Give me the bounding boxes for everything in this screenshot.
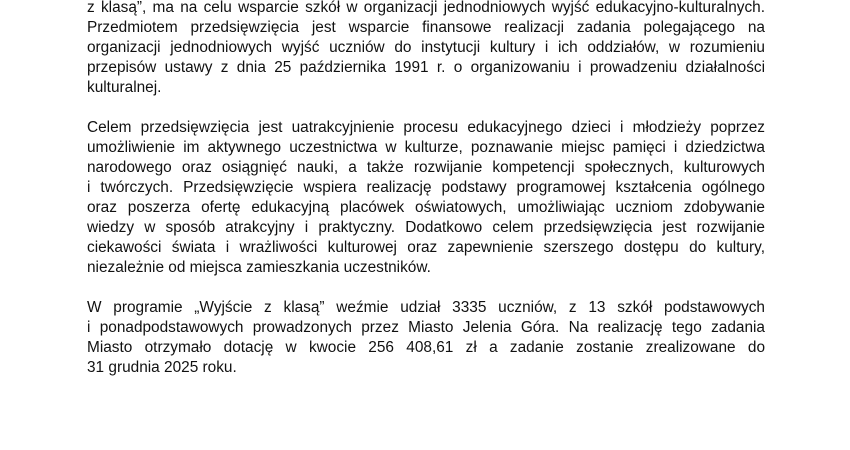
paragraph-program — [87, 298, 765, 378]
text-line: z klasą”, ma na celu wsparcie szkół w organizacji jednodniowych wyjść edukacyjno-kulturalnych. — [87, 0, 765, 16]
text-line: ciekawości świata i wrażliwości kulturowej oraz zapewnienie szerszego dostępu do kultury, — [87, 239, 765, 256]
text-line: narodowego oraz osiągnięć nauki, a także rozwijanie kompetencji społecznych, kulturowych — [87, 159, 765, 176]
paragraph-spacer — [87, 98, 765, 118]
text-line: Miasto otrzymało dotację w kwocie 256 408,61 zł a zadanie zostanie zrealizowane do — [87, 339, 765, 356]
paragraph-spacer — [87, 278, 765, 298]
text-line: 31 grudnia 2025 roku. — [87, 359, 237, 376]
text-line: Przedmiotem przedsięwzięcia jest wsparcie finansowe realizacji zadania polegającego na — [87, 19, 765, 36]
text-line: i ponadpodstawowych prowadzonych przez Miasto Jelenia Góra. Na realizację tego zadania — [87, 319, 765, 336]
text-line: umożliwienie im aktywnego uczestnictwa w kulturze, poznawanie miejsc pamięci i dziedzictwa — [87, 139, 765, 156]
text-line: i twórczych. Przedsięwzięcie wspiera realizację podstawy programowej kształcenia ogólnego — [87, 179, 765, 196]
text-line: niezależnie od miejsca zamieszkania uczestników. — [87, 259, 431, 276]
paragraph-goal — [87, 118, 765, 278]
text-line: organizacji jednodniowych wyjść uczniów do instytucji kultury i ich oddziałów, w rozumieniu — [87, 39, 765, 56]
text-line: W programie „Wyjście z klasą” weźmie udział 3335 uczniów, z 13 szkół podstawowych — [87, 299, 765, 316]
text-line: oraz poszerza ofertę edukacyjną placówek oświatowych, umożliwiając uczniom zdobywanie — [87, 199, 765, 216]
text-line: kulturalnej. — [87, 79, 162, 96]
text-line: Celem przedsięwzięcia jest uatrakcyjnienie procesu edukacyjnego dzieci i młodzieży poprzez — [87, 119, 765, 136]
text-line: przepisów ustawy z dnia 25 października 1991 r. o organizowaniu i prowadzeniu działalności — [87, 59, 765, 76]
paragraph-intro — [87, 0, 765, 98]
document-page — [87, 0, 765, 378]
text-line: wiedzy w sposób atrakcyjny i praktyczny. Dodatkowo celem przedsięwzięcia jest rozwijanie — [87, 219, 765, 236]
